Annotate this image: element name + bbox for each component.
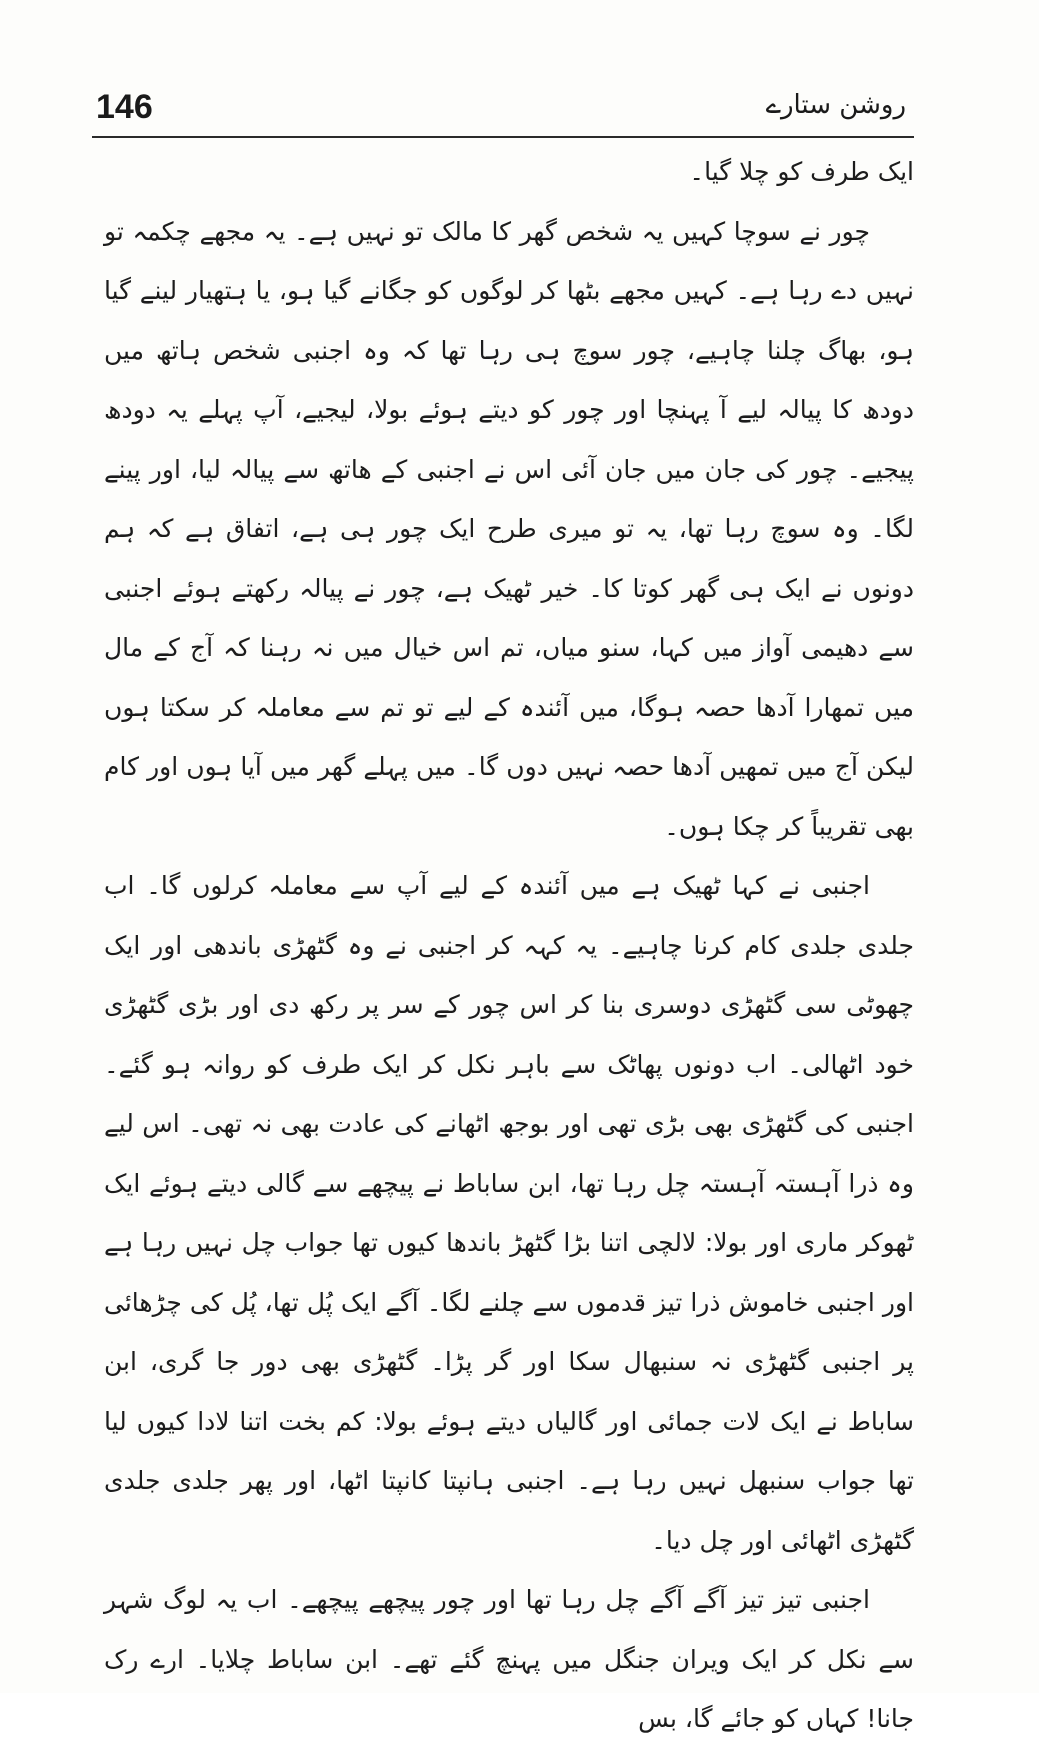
book-title: روشن ستارے bbox=[765, 90, 906, 120]
paragraph-2: چور نے سوچا کہیں یہ شخص گھر کا مالک تو نہیں ہے۔ یہ مجھے چکمہ تو نہیں دے رہا ہے۔ کہیں مجھے بٹھا کر لوگوں کو جگانے گیا ہو، یا ہتھیار لینے گیا ہو، بھاگ چلنا چاہیے، چور سوچ ہی رہا تھا کہ وہ اجنبی شخص ہاتھ میں دودھ کا پیالہ لیے آ پہنچا اور چور کو دیتے ہوئے بولا، لیجیے، آپ پہلے یہ دودھ پیجیے۔ چور کی جان میں جان آئی اس نے اجنبی کے ھاتھ سے پیالہ لیا، اور پینے لگا۔ وہ سوچ رہا تھا، یہ تو میری طرح ایک چور ہی ہے، اتفاق ہے کہ ہم دونوں نے ایک ہی گھر کوتا کا۔ خیر ٹھیک ہے، چور نے پیالہ رکھتے ہوئے اجنبی سے دھیمی آواز میں کہا، سنو میاں، تم اس خیال میں نہ رہنا کہ آج کے مال میں تمھارا آدھا حصہ ہوگا، میں آئندہ کے لیے تو تم سے معاملہ کر سکتا ہوں لیکن آج میں تمھیں آدھا حصہ نہیں دوں گا۔ میں پہلے گھر میں آیا ہوں اور کام بھی تقریباً کر چکا ہوں۔ bbox=[104, 216, 914, 841]
paragraph-3: اجنبی نے کہا ٹھیک ہے میں آئندہ کے لیے آپ سے معاملہ کرلوں گا۔ اب جلدی جلدی کام کرنا چاہیے۔ یہ کہہ کر اجنبی نے وہ گٹھڑی باندھی اور ایک چھوٹی سی گٹھڑی دوسری بنا کر اس چور کے سر پر رکھ دی اور بڑی گٹھڑی خود اٹھالی۔ اب دونوں پھاٹک سے باہر نکل کر ایک طرف کو روانہ ہو گئے۔ اجنبی کی گٹھڑی بھی بڑی تھی اور بوجھ اٹھانے کی عادت بھی نہ تھی۔ اس لیے وہ ذرا آہستہ آہستہ چل رہا تھا، ابن ساباط نے پیچھے سے گالی دیتے ہوئے ایک ٹھوکر ماری اور بولا: لالچی اتنا بڑا گٹھڑ باندھا کیوں تھا جواب چل نہیں رہا ہے اور اجنبی خاموش ذرا تیز قدموں سے چلنے لگا۔ آگے ایک پُل تھا، پُل کی چڑھائی پر اجنبی گٹھڑی نہ سنبھال سکا اور گر پڑا۔ گٹھڑی بھی دور جا گری، ابن ساباط نے ایک لات جمائی اور گالیاں دیتے ہوئے بولا: کم بخت اتنا لادا کیوں لیا تھا جواب سنبھل نہیں رہا ہے۔ اجنبی ہانپتا کانپتا اٹھا، اور پھر جلدی جلدی گٹھڑی اٹھائی اور چل دیا۔ bbox=[104, 871, 914, 1555]
paragraph-4: اجنبی تیز تیز آگے آگے چل رہا تھا اور چور پیچھے پیچھے۔ اب یہ لوگ شہر سے نکل کر ایک ویران جنگل میں پہنچ گئے تھے۔ ابن ساباط چلایا۔ ارے رک جانا! کہاں کو جائے گا، بس bbox=[104, 1585, 914, 1733]
page-header bbox=[92, 80, 912, 136]
page-body bbox=[104, 142, 914, 1749]
header-divider bbox=[92, 136, 914, 138]
paragraph-1: ایک طرف کو چلا گیا۔ bbox=[689, 157, 914, 186]
page-number: 146 bbox=[96, 88, 153, 126]
